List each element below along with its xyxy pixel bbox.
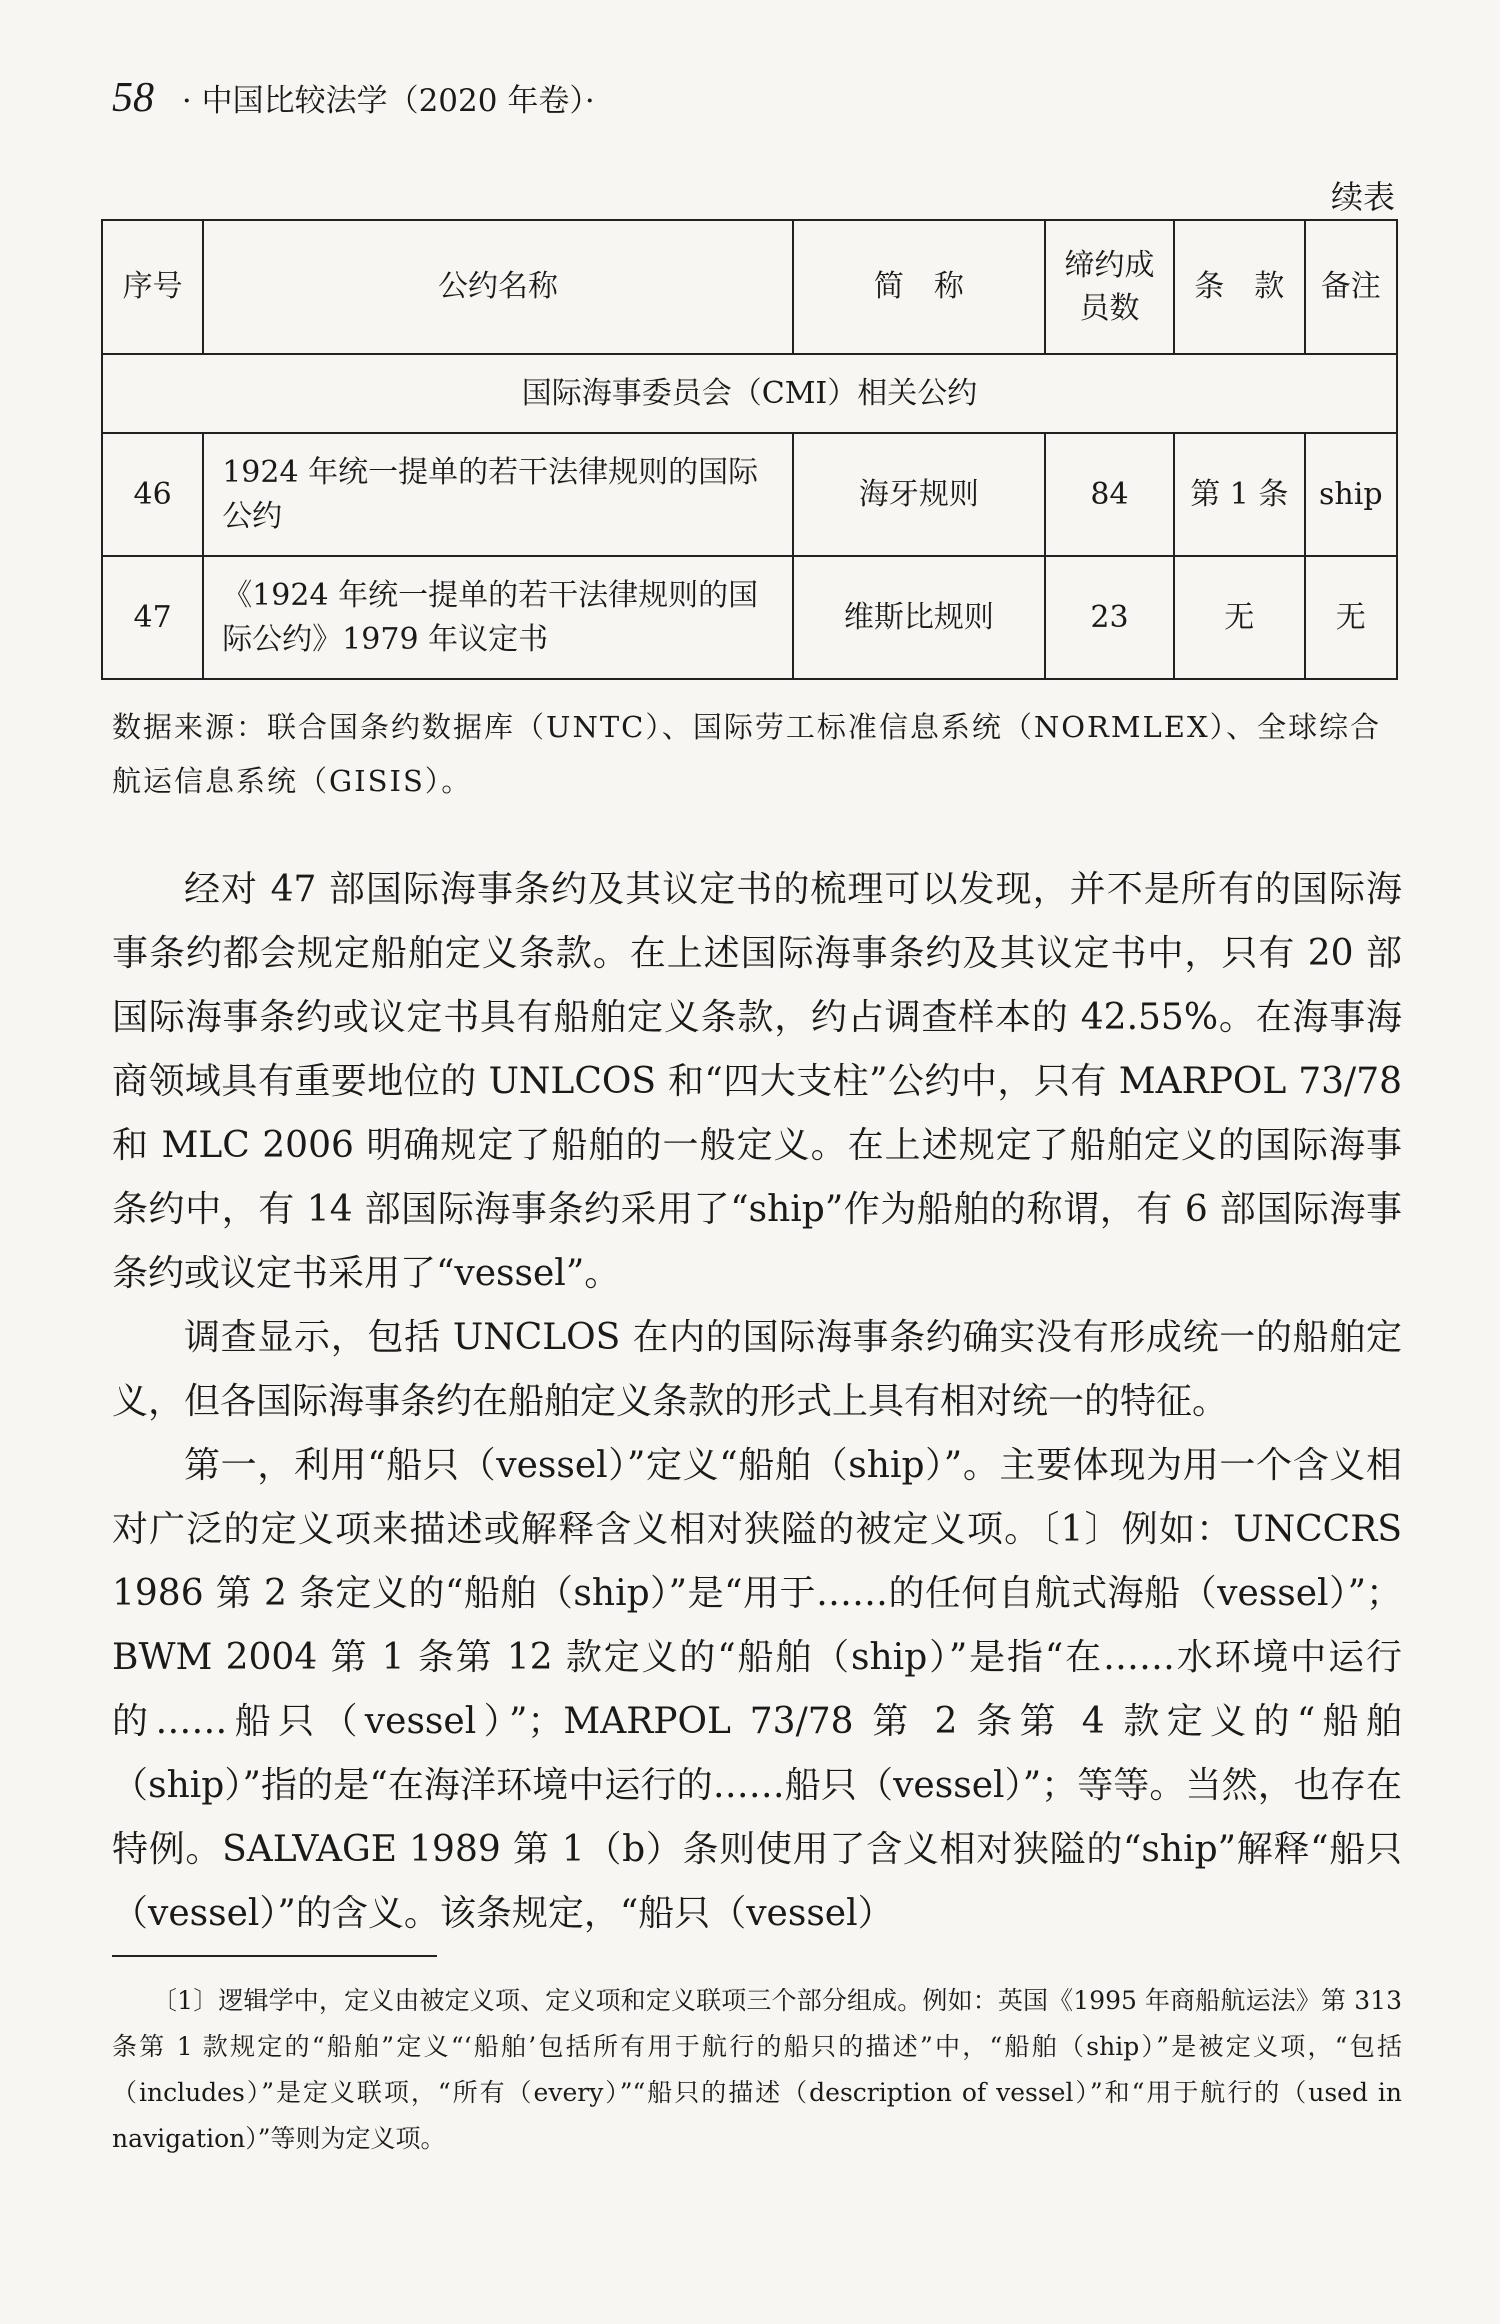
cell-name: 1924 年统一提单的若干法律规则的国际公约 [203,433,793,556]
table-source-note: 数据来源：联合国条约数据库（UNTC）、国际劳工标准信息系统（NORMLEX）、全球综合航运信息系统（GISIS）。 [112,710,1382,798]
body-text [112,858,1402,1946]
running-header [112,74,595,122]
cell-no: 46 [102,433,203,556]
cell-note: 无 [1305,556,1397,679]
cell-no: 47 [102,556,203,679]
col-header-members: 缔约成员数 [1045,220,1174,354]
table-row [102,433,1397,556]
cell-members: 84 [1045,433,1174,556]
convention-table [101,219,1398,680]
page-number: 58 [112,75,154,121]
cell-short: 维斯比规则 [793,556,1045,679]
table-continued-label: 续表 [1330,178,1395,216]
body-paragraph: 调查显示，包括 UNCLOS 在内的国际海事条约确实没有形成统一的船舶定义，但各国际海事条约在船舶定义条款的形式上具有相对统一的特征。 [112,1317,1402,1422]
col-header-name: 公约名称 [203,220,793,354]
cell-clause: 无 [1174,556,1305,679]
col-header-clause: 条 款 [1174,220,1305,354]
col-header-no: 序号 [102,220,203,354]
cell-clause: 第 1 条 [1174,433,1305,556]
cell-members: 23 [1045,556,1174,679]
table-group-row [102,354,1397,433]
body-paragraph: 经对 47 部国际海事条约及其议定书的梳理可以发现，并不是所有的国际海事条约都会规定船舶定义条款。在上述国际海事条约及其议定书中，只有 20 部国际海事条约或议定书具有船舶定义条款，约占调查样本的 42.55%。在海事海商领域具有重要地位的 UNLCOS 和“四大支柱”公约中，只有 MARPOL 73/78 和 MLC 2006 明确规定了船舶的一般定义。在上述规定了船舶定义的国际海事条约中，有 14 部国际海事条约采用了“ship”作为船舶的称谓，有 6 部国际海事条约或议定书采用了“vessel”。 [112,869,1402,1294]
table-header-row [102,220,1397,354]
col-header-short: 简 称 [793,220,1045,354]
cell-name: 《1924 年统一提单的若干法律规则的国际公约》1979 年议定书 [203,556,793,679]
body-paragraph: 第一，利用“船只（vessel）”定义“船舶（ship）”。主要体现为用一个含义相对广泛的定义项来描述或解释含义相对狭隘的被定义项。〔1〕例如：UNCCRS 1986 第 2 条定义的“船舶（ship）”是“用于……的任何自航式海船（vessel）”；BWM 2004 第 1 条第 12 款定义的“船舶（ship）”是指“在……水环境中运行的……船只（vessel）”；MARPOL 73/78 第 2 条第 4 款定义的“船舶（ship）”指的是“在海洋环境中运行的……船只（vessel）”；等等。当然，也存在特例。SALVAGE 1989 第 1（b）条则使用了含义相对狭隘的“ship”解释“船只（vessel）”的含义。该条规定，“船只（vessel） [112,1445,1402,1934]
cell-short: 海牙规则 [793,433,1045,556]
cell-note: ship [1305,433,1397,556]
table-row [102,556,1397,679]
group-title: 国际海事委员会（CMI）相关公约 [102,354,1397,433]
footnote: 〔1〕逻辑学中，定义由被定义项、定义项和定义联项三个部分组成。例如：英国《1995 年商船航运法》第 313 条第 1 款规定的“船舶”定义“‘船舶’包括所有用于航行的船只的描述”中，“船舶（ship）”是被定义项，“包括（includes）”是定义联项，“所有（every）”“船只的描述（description of vessel）”和“用于航行的（used in navigation）”等则为定义项。 [112,1986,1402,2153]
footnote-divider [112,1955,437,1957]
running-title: · 中国比较法学（2020 年卷）· [181,83,595,119]
col-header-note: 备注 [1305,220,1397,354]
